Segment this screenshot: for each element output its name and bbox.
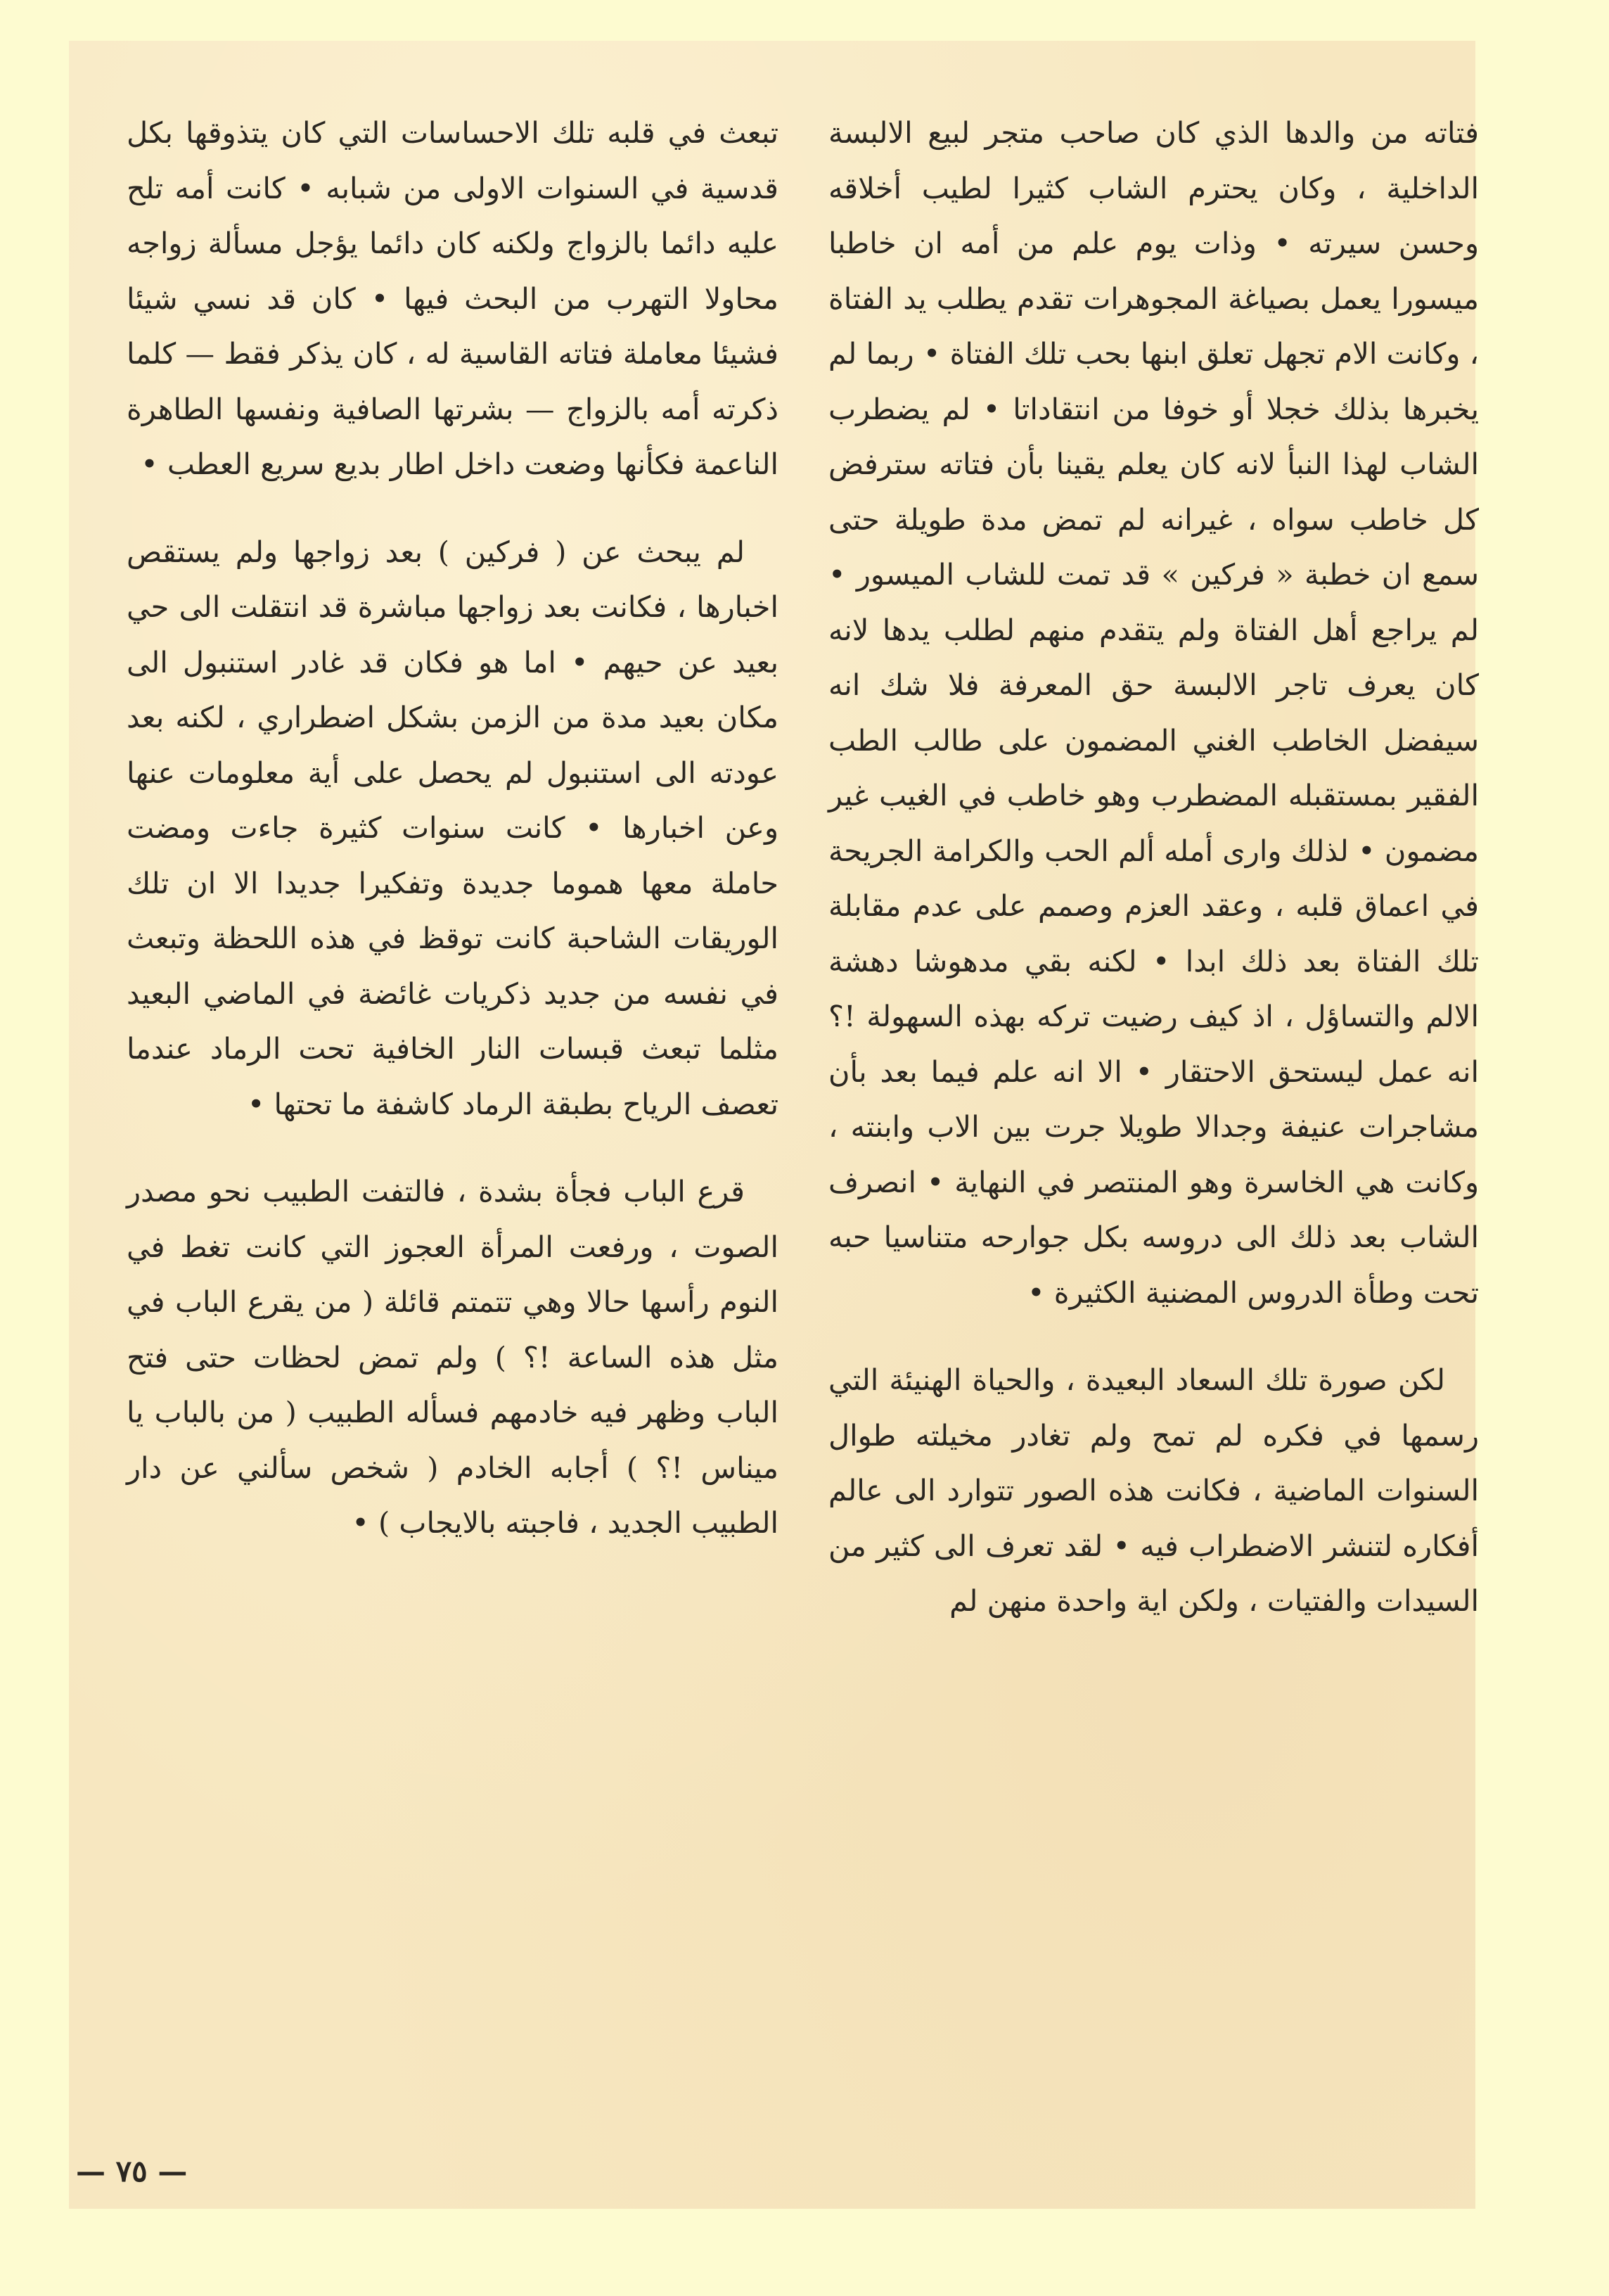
paragraph: لم يبحث عن ( فركين ) بعد زواجها ولم يستقص اخبارها ، فكانت بعد زواجها مباشرة قد انتقلت الى حي بعيد عن حيهم • اما هو فكان قد غادر استنبول الى مكان بعيد مدة من الزمن بشكل اضطراري ، لكنه بعد عودته الى استنبول لم يحصل على أية معلومات عنها وعن اخبارها • كانت سنوات كثيرة جاءت ومضت حاملة معها هموما جديدة وتفكيرا جديدا الا ان تلك الوريقات الشاحبة كانت توقظ في هذه اللحظة وتبعث في نفسه من جديد ذكريات غائضة في الماضي البعيد مثلما تبعث قبسات النار الخافية تحت الرماد عندما تعصف الرياح بطبقة الرماد كاشفة ما تحتها • [127,534,778,1121]
paragraph: تبعث في قلبه تلك الاحساسات التي كان يتذوقها بكل قدسية في السنوات الاولى من شبابه • كانت أمه تلح عليه دائما بالزواج ولكنه كان دائما يؤجل مسألة زواجه محاولا التهرب من البحث فيها • كان قد نسي شيئا فشيئا معاملة فتاته القاسية له ، كان يذكر فقط — كلما ذكرته أمه بالزواج — بشرتها الصافية ونفسها الطاهرة الناعمة فكأنها وضعت داخل اطار بديع سريع العطب • [127,115,778,481]
right-text-column [828,106,1479,1629]
left-text-column [127,106,778,1551]
paragraph: لكن صورة تلك السعاد البعيدة ، والحياة الهنيئة التي رسمها في فكره لم تمح ولم تغادر مخيلته طوال السنوات الماضية ، فكانت هذه الصور تتوارد الى عالم أفكاره لتنشر الاضطراب فيه • لقد تعرف الى كثير من السيدات والفتيات ، ولكن اية واحدة منهن لم [828,1363,1479,1618]
paragraph: قرع الباب فجأة بشدة ، فالتفت الطبيب نحو مصدر الصوت ، ورفعت المرأة العجوز التي كانت تغط في النوم رأسها حالا وهي تتمتم قائلة ( من يقرع الباب في مثل هذه الساعة !؟ ) ولم تمض لحظات حتى فتح الباب وظهر فيه خادمهم فسأله الطبيب ( من بالباب يا ميناس !؟ ) أجابه الخادم ( شخص سألني عن دار الطبيب الجديد ، فاجبته بالايجاب ) • [127,1174,778,1540]
book-page [69,41,1479,2209]
page-number: — ٧٥ — [76,2154,188,2188]
paragraph: فتاته من والدها الذي كان صاحب متجر لبيع الالبسة الداخلية ، وكان يحترم الشاب كثيرا لطيب أخلاقه وحسن سيرته • وذات يوم علم من أمه ان خاطبا ميسورا يعمل بصياغة المجوهرات تقدم يطلب يد الفتاة ، وكانت الام تجهل تعلق ابنها بحب تلك الفتاة • ربما لم يخبرها بذلك خجلا أو خوفا من انتقاداتا • لم يضطرب الشاب لهذا النبأ لانه كان يعلم يقينا بأن فتاته سترفض كل خاطب سواه ، غيرانه لم تمض مدة طويلة حتى سمع ان خطبة « فركين » قد تمت للشاب الميسور • لم يراجع أهل الفتاة ولم يتقدم منهم لطلب يدها لانه كان يعرف تاجر الالبسة حق المعرفة فلا شك انه سيفضل الخاطب الغني المضمون على طالب الطب الفقير بمستقبله المضطرب وهو خاطب في الغيب غير مضمون • لذلك وارى أمله ألم الحب والكرامة الجريحة في اعماق قلبه ، وعقد العزم وصمم على عدم مقابلة تلك الفتاة بعد ذلك ابدا • لكنه بقي مدهوشا دهشة الالم والتساؤل ، اذ كيف رضيت تركه بهذه السهولة !؟ انه عمل ليستحق الاحتقار • الا انه علم فيما بعد بأن مشاجرات عنيفة وجدالا طويلا جرت بين الاب وابنته ، وكانت هي الخاسرة وهو المنتصر في النهاية • انصرف الشاب بعد ذلك الى دروسه بكل جوارحه متناسيا حبه تحت وطأة الدروس المضنية الكثيرة • [828,115,1479,1310]
